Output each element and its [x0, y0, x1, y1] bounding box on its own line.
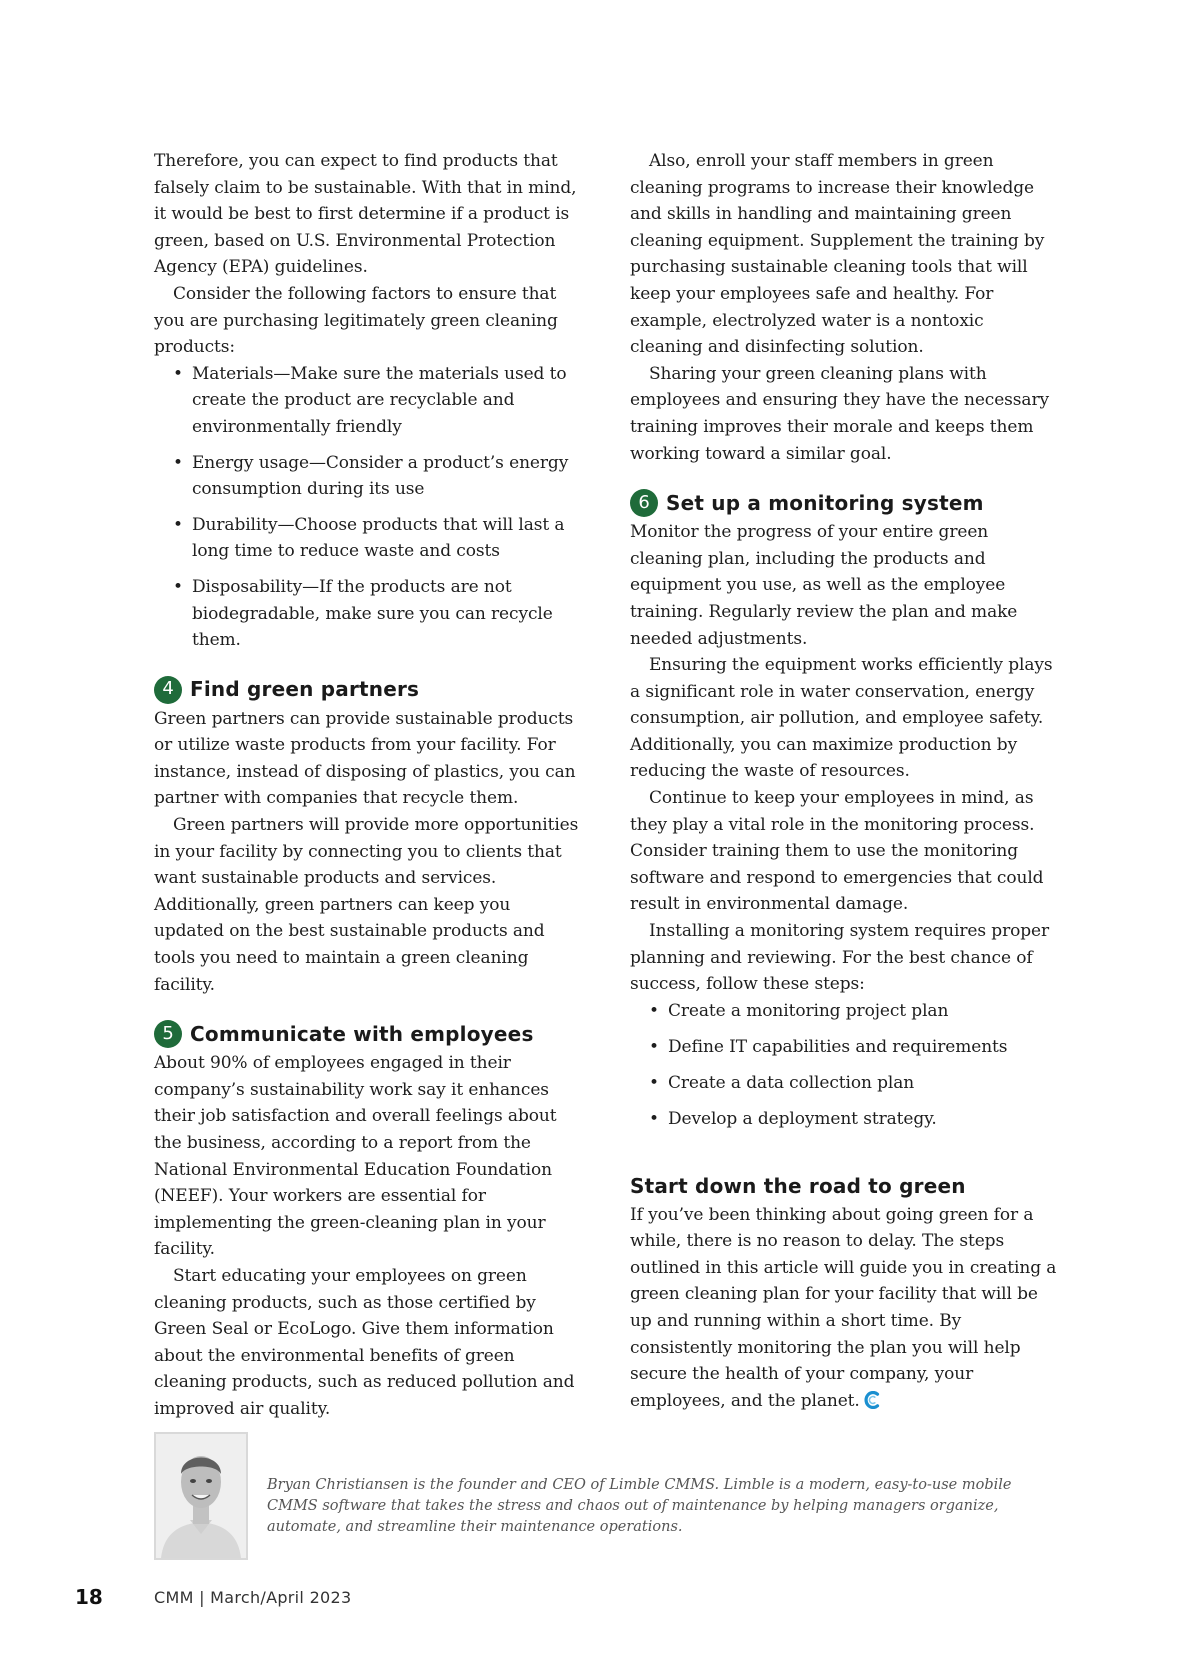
closing-heading: Start down the road to green — [630, 1173, 966, 1198]
closing-text: If you’ve been thinking about going green for a while, there is no reason to delay. The steps outlined in this article will guide you in creating a green cleaning plan for your facility that will be up and running within a short time. By consistently monitoring the plan you will help secure the health of your company, your employees, and the planet. — [630, 1204, 1057, 1411]
right-paragraph-1: Also, enroll your staff members in green cleaning programs to increase their knowledge and skills in handling and maintaining green cleaning equipment. Supplement the training by purchasing sustainable cleaning tools that will keep your employees safe and healthy. For example, electrolyzed water is a nontoxic cleaning and disinfecting solution. — [630, 151, 1045, 358]
section-number-badge: 4 — [154, 676, 182, 704]
intro-paragraph-1: Therefore, you can expect to find products that falsely claim to be sustainable. With that in mind, it would be best to first determine if a product is green, based on U.S. Environmental Protection Agency (EPA) guidelines. — [154, 151, 577, 278]
section-4-paragraph-1: Green partners can provide sustainable products or utilize waste products from your facility. For instance, instead of disposing of plastics, you can partner with companies that recycle them. — [154, 708, 576, 809]
end-of-article-icon — [864, 1391, 880, 1409]
author-bio-text: Bryan Christiansen is the founder and CEO of Limble CMMS. Limble is a modern, easy-to-use mobile CMMS software that takes the stress and chaos out of maintenance by helping managers organize, automate, and streamline their maintenance operations. — [267, 1476, 1012, 1535]
right-column — [630, 148, 1060, 1414]
section-title: Set up a monitoring system — [666, 490, 984, 515]
section-number-badge: 5 — [154, 1020, 182, 1048]
author-portrait-icon — [156, 1434, 246, 1558]
section-6-paragraph-3: Continue to keep your employees in mind, as they play a vital role in the monitoring process. Consider training them to use the monitoring software and respond to emergencies that could result in environmental damage. — [630, 788, 1044, 915]
factors-list — [154, 361, 579, 654]
section-6-heading — [630, 489, 1060, 517]
section-title: Communicate with employees — [190, 1021, 534, 1046]
section-6-paragraph-4: Installing a monitoring system requires proper planning and reviewing. For the best chance of success, follow these steps: — [630, 921, 1049, 995]
author-bio — [154, 1432, 1054, 1558]
page-number: 18 — [75, 1585, 103, 1609]
section-5-heading — [154, 1020, 579, 1048]
author-photo — [154, 1432, 248, 1560]
section-6-paragraph-1: Monitor the progress of your entire green cleaning plan, including the products and equipment you use, as well as the employee training. Regularly review the plan and make needed adjustments. — [630, 522, 1018, 649]
list-item: • Create a monitoring project plan — [630, 998, 1060, 1025]
section-title: Find green partners — [190, 677, 420, 702]
list-item: • Develop a deployment strategy. — [630, 1106, 1060, 1133]
list-item: • Define IT capabilities and requirements — [630, 1034, 1060, 1061]
steps-list — [630, 998, 1060, 1133]
intro-paragraph-2: Consider the following factors to ensure that you are purchasing legitimately green cleaning products: — [154, 283, 558, 358]
publication-issue: CMM | March/April 2023 — [154, 1588, 352, 1607]
left-column — [154, 148, 579, 1423]
section-5-paragraph-2: Start educating your employees on green cleaning products, such as those certified by Green Seal or EcoLogo. Give them information about the environmental benefits of green cleaning products, such as reduced pollution and improved air quality. — [154, 1265, 575, 1419]
list-item: • Create a data collection plan — [630, 1070, 1060, 1097]
closing-paragraph — [630, 1202, 1060, 1415]
section-5-paragraph-1: About 90% of employees engaged in their company’s sustainability work say it enhances their job satisfaction and overall feelings about the business, according to a report from the National Environmental Education Foundation (NEEF). Your workers are essential for implementing the green-cleaning plan in your facility. — [154, 1053, 557, 1260]
list-item: • Durability—Choose products that will last a long time to reduce waste and costs — [154, 512, 579, 565]
section-4-heading — [154, 676, 579, 704]
section-4-paragraph-2: Green partners will provide more opportunities in your facility by connecting you to clients that want sustainable products and services. Additionally, green partners can keep you updated on the best sustainable products and tools you need to maintain a green cleaning facility. — [154, 815, 579, 995]
section-number-badge: 6 — [630, 489, 658, 517]
right-paragraph-2: Sharing your green cleaning plans with employees and ensuring they have the necessary training improves their morale and keeps them working toward a similar goal. — [630, 363, 1049, 464]
list-item: • Energy usage—Consider a product’s energy consumption during its use — [154, 450, 579, 503]
section-6-paragraph-2: Ensuring the equipment works efficiently plays a significant role in water conservation, energy consumption, air pollution, and employee safety. Additionally, you can maximize production by reducing the waste of resources. — [630, 655, 1053, 782]
list-item: • Materials—Make sure the materials used to create the product are recyclable and environmentally friendly — [154, 361, 579, 441]
list-item: • Disposability—If the products are not biodegradable, make sure you can recycle them. — [154, 574, 579, 654]
